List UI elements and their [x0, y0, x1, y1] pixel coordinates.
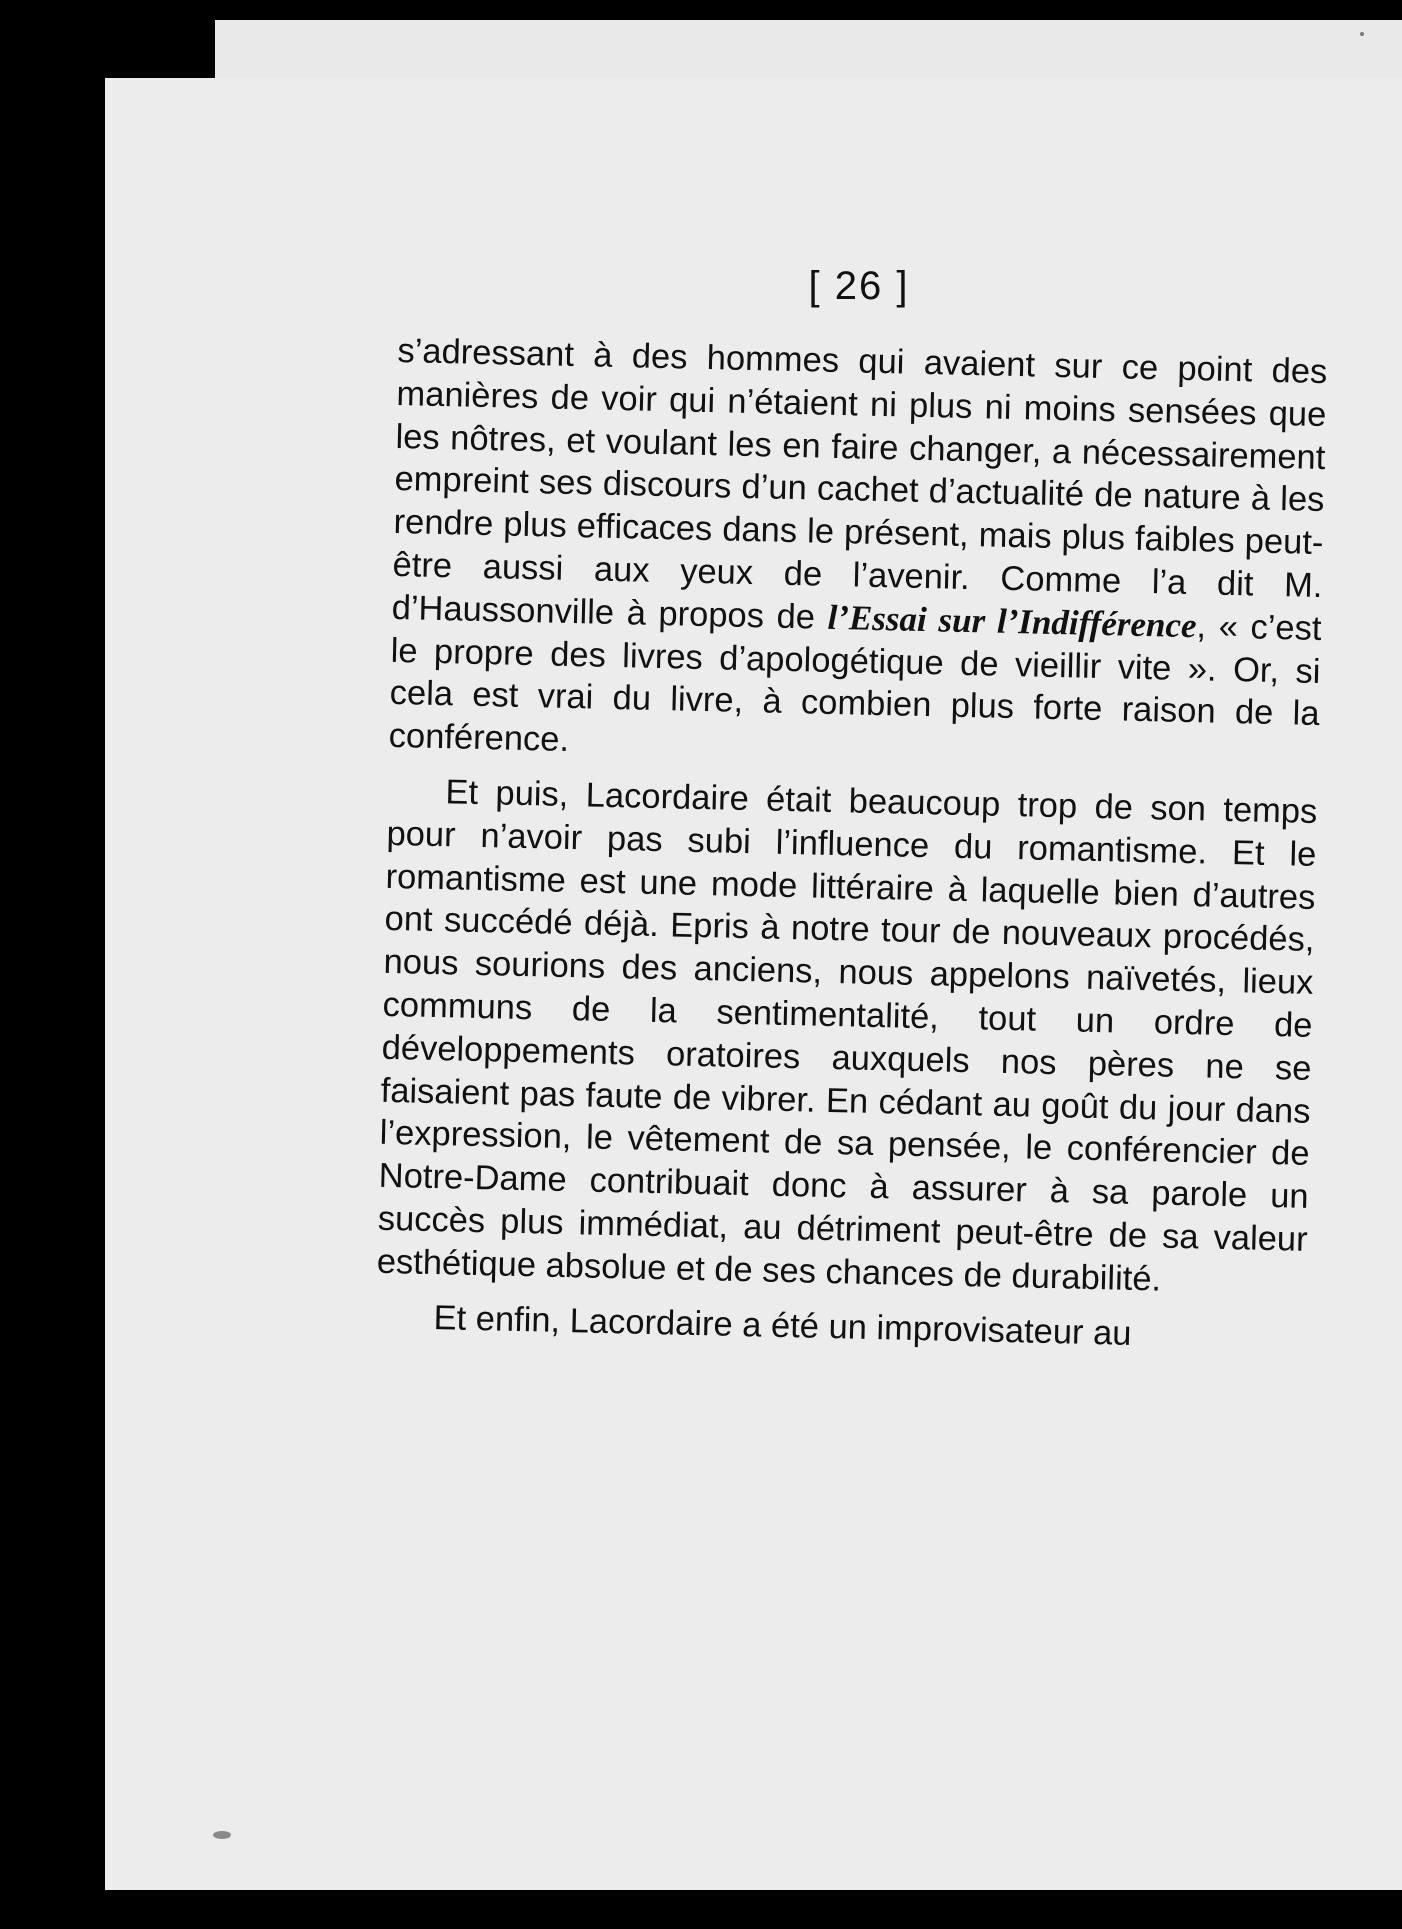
- paragraph-1: [388, 330, 1327, 779]
- body-text: [375, 330, 1328, 1359]
- page-number: [0, 264, 1402, 309]
- italic-title: l’Essai sur l’Indifférence: [827, 597, 1197, 645]
- paragraph-1-text-b: , « c’est le propre des livres d’apologétique de vieillir vite ». Or, si cela est vrai du livre, à combien plus forte raison de la conférence.: [388, 606, 1322, 760]
- paragraph-2: Et puis, Lacordaire était beaucoup trop de son temps pour n’avoir pas subi l’influence du romantisme. Et le romantisme est une mode littéraire à laquelle bien d’autres ont succédé déjà. Epris à notre tour de nouveaux procédés, nous sourions des anciens, nous appelons naïvetés, lieux communs de la sentimentalité, tout un ordre de développements oratoires auxquels nos pères ne se faisaient pas faute de vibrer. En cédant au goût du jour dans l’expression, le vêtement de sa pensée, le conférencier de Notre-Dame contribuait donc à assurer à sa parole un succès plus immédiat, au détriment peut-être de sa valeur esthétique absolue et de ses chances de durabilité.: [376, 773, 1318, 1299]
- paragraph-3: Et enfin, Lacordaire a été un improvisateur au: [433, 1298, 1132, 1353]
- margin-mark: [1360, 32, 1364, 36]
- paragraph-1-text-a: s’adressant à des hommes qui avaient sur ce point des manières de voir qui n’étaient ni plus ni moins sensées que les nôtres, et voulant les en faire changer, a nécessairement empreint ses discours d’un cachet d’actualité de nature à les rendre plus efficaces dans le présent, mais plus faibles peut-être aussi aux yeux de l’avenir. Comme l’a dit M. d’Haussonville à propos de: [391, 331, 1328, 637]
- page-number-text: [ 26 ]: [808, 264, 910, 308]
- ink-spot: [213, 1831, 231, 1839]
